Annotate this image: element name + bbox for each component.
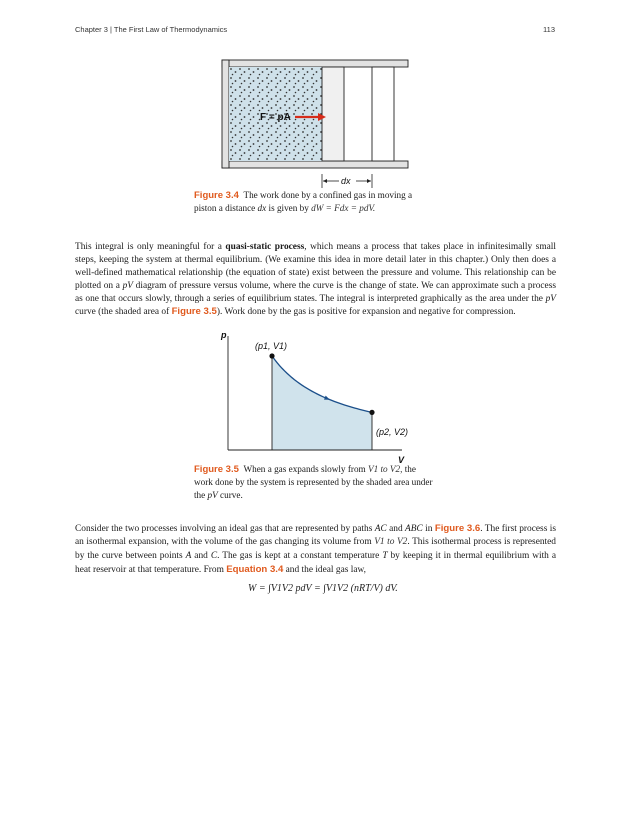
point-1-label: (p1, V1) — [255, 341, 288, 351]
equation-3-4-link[interactable]: Equation 3.4 — [226, 564, 284, 576]
dx-arrowhead-left — [323, 179, 327, 183]
point-1 — [269, 353, 274, 358]
figure-3-4-caption: Figure 3.4 The work done by a confined gas in moving a piston a distance dx is given by dW = Fdx = pdV. — [194, 190, 413, 213]
caption-equation: dW = Fdx = pdV. — [311, 203, 376, 213]
figure-3-5-pv-diagram — [210, 326, 420, 466]
dx-label: dx — [341, 176, 351, 186]
cylinder-wall-top — [222, 60, 408, 67]
dx-arrowhead-right — [367, 179, 371, 183]
figure-3-5-caption: Figure 3.5 When a gas expands slowly from V1 to V2, the work done by the system is represented by the shaded area under the pV curve. — [194, 464, 433, 500]
point-2-label: (p2, V2) — [376, 427, 409, 437]
work-shaded-area — [272, 356, 372, 450]
figure-3-4-piston-diagram — [220, 58, 410, 190]
p-axis-label: p — [221, 330, 227, 340]
v-axis-label: V — [398, 455, 405, 465]
piston — [322, 67, 344, 161]
page-number: 113 — [543, 25, 555, 34]
figure-3-6-link[interactable]: Figure 3.6 — [434, 523, 481, 534]
point-2 — [369, 410, 374, 415]
paragraph-isothermal: Consider the two processes involving an ideal gas that are represented by paths AC and ABC in Figure 3.6. The first process is an isothermal expansion, with the volume of the gas changing its volume from V1 to V2. This isothermal process is represented by the curve between points A and C. The gas is kept at a constant temperature T by keeping it in thermal equilibrium with a heat reservoir at that temperature. From Equation 3.4 and the ideal gas law, — [75, 523, 556, 576]
work-integral-equation: W = ∫V1V2 pdV = ∫V1V2 (nRT/V) dV. — [248, 583, 398, 594]
curve-direction-arrow — [324, 396, 330, 400]
piston-displaced-position — [372, 67, 394, 161]
cylinder-wall-bottom — [222, 161, 408, 168]
running-header-chapter: Chapter 3 | The First Law of Thermodynamics — [75, 25, 228, 34]
cylinder-wall-left — [222, 60, 229, 168]
paragraph-quasi-static: This integral is only meaningful for a quasi-static process, which means a process that takes place in infinitesimally small steps, keeping the system at thermal equilibrium. (We examine this idea in more detail later in this chapter.) Only then does a well-defined mathematical relationship (the equation of state) exist between the pressure and volume. This relationship can be plotted on a pV diagram of pressure versus volume, where the curve is the change of state. We can approximate such a process as one that occurs slowly, through a series of equilibrium states. The integral is interpreted graphically as the area under the pV curve (the shaded area of Figure 3.5). Work done by the gas is positive for expansion and negative for compression. — [75, 242, 557, 317]
force-label: F = pA — [260, 112, 291, 123]
figure-3-4-label: Figure 3.4 — [194, 190, 239, 201]
figure-3-5-label: Figure 3.5 — [194, 464, 239, 475]
figure-3-5-link[interactable]: Figure 3.5 — [171, 305, 217, 317]
